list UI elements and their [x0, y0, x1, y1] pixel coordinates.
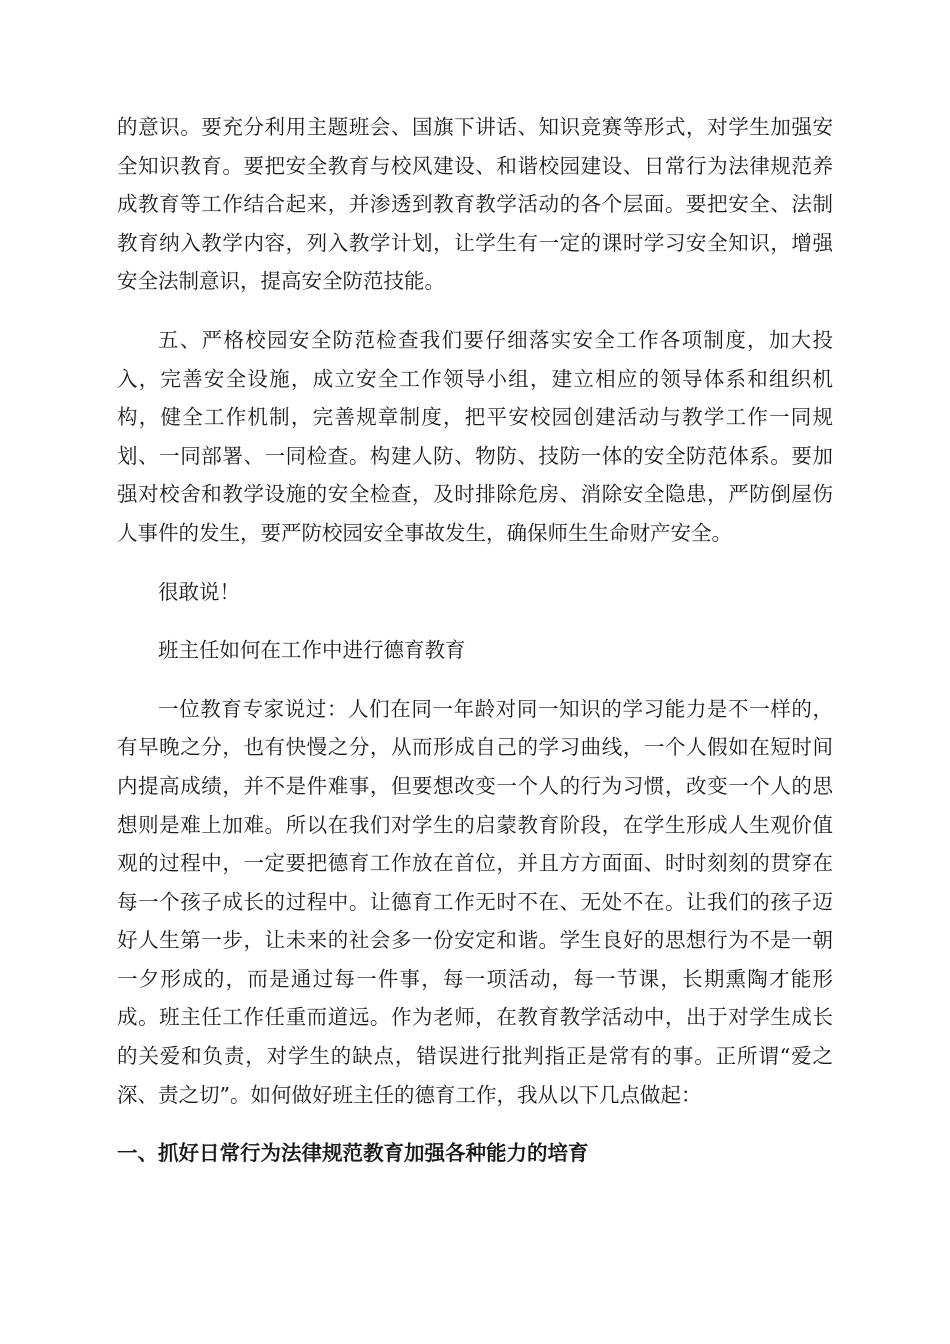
paragraph-section-five: 五、严格校园安全防范检查我们要仔细落实安全工作各项制度，加大投入，完善安全设施，成立安全工作领导小组，建立相应的领导体系和组织机构，健全工作机制，完善规章制度，把平安校园创建活动与教学工作一同规划、一同部署、一同检查。构建人防、物防、技防一体的安全防范体系。要加强对校舍和教学设施的安全检查，及时排除危房、消除安全隐患，严防倒屋伤人事件的发生，要严防校园安全事故发生，确保师生生命财产安全。 — [117, 327, 833, 545]
section-heading: 一、抓好日常行为法律规范教育加强各种能力的培育 — [117, 1141, 589, 1166]
paragraph-remark: 很敢说！ — [158, 579, 240, 604]
paragraph-introduction: 一位教育专家说过：人们在同一年龄对同一知识的学习能力是不一样的，有早晚之分，也有快慢之分，从而形成自己的学习曲线，一个人假如在短时间内提高成绩，并不是件难事，但要想改变一个人的行为习惯，改变一个人的思想则是难上加难。所以在我们对学生的启蒙教育阶段，在学生形成人生观价值观的过程中，一定要把德育工作放在首位，并且方方面面、时时刻刻的贯穿在每一个孩子成长的过程中。让德育工作无时不在、无处不在。让我们的孩子迈好人生第一步，让未来的社会多一份安定和谐。学生良好的思想行为不是一朝一夕形成的，而是通过每一件事，每一项活动，每一节课，长期熏陶才能形成。班主任工作任重而道远。作为老师，在教育教学活动中，出于对学生成长的关爱和负责，对学生的缺点，错误进行批判指正是常有的事。正所谓“爱之深、责之切”。如何做好班主任的德育工作，我从以下几点做起： — [117, 696, 833, 1107]
paragraph-continuation: 的意识。要充分利用主题班会、国旗下讲话、知识竞赛等形式，对学生加强安全知识教育。要把安全教育与校风建设、和谐校园建设、日常行为法律规范养成教育等工作结合起来，并渗透到教育教学活动的各个层面。要把安全、法制教育纳入教学内容，列入教学计划，让学生有一定的课时学习安全知识，增强安全法制意识，提高安全防范技能。 — [117, 115, 833, 294]
article-title: 班主任如何在工作中进行德育教育 — [158, 638, 466, 663]
document-page — [117, 108, 833, 1173]
